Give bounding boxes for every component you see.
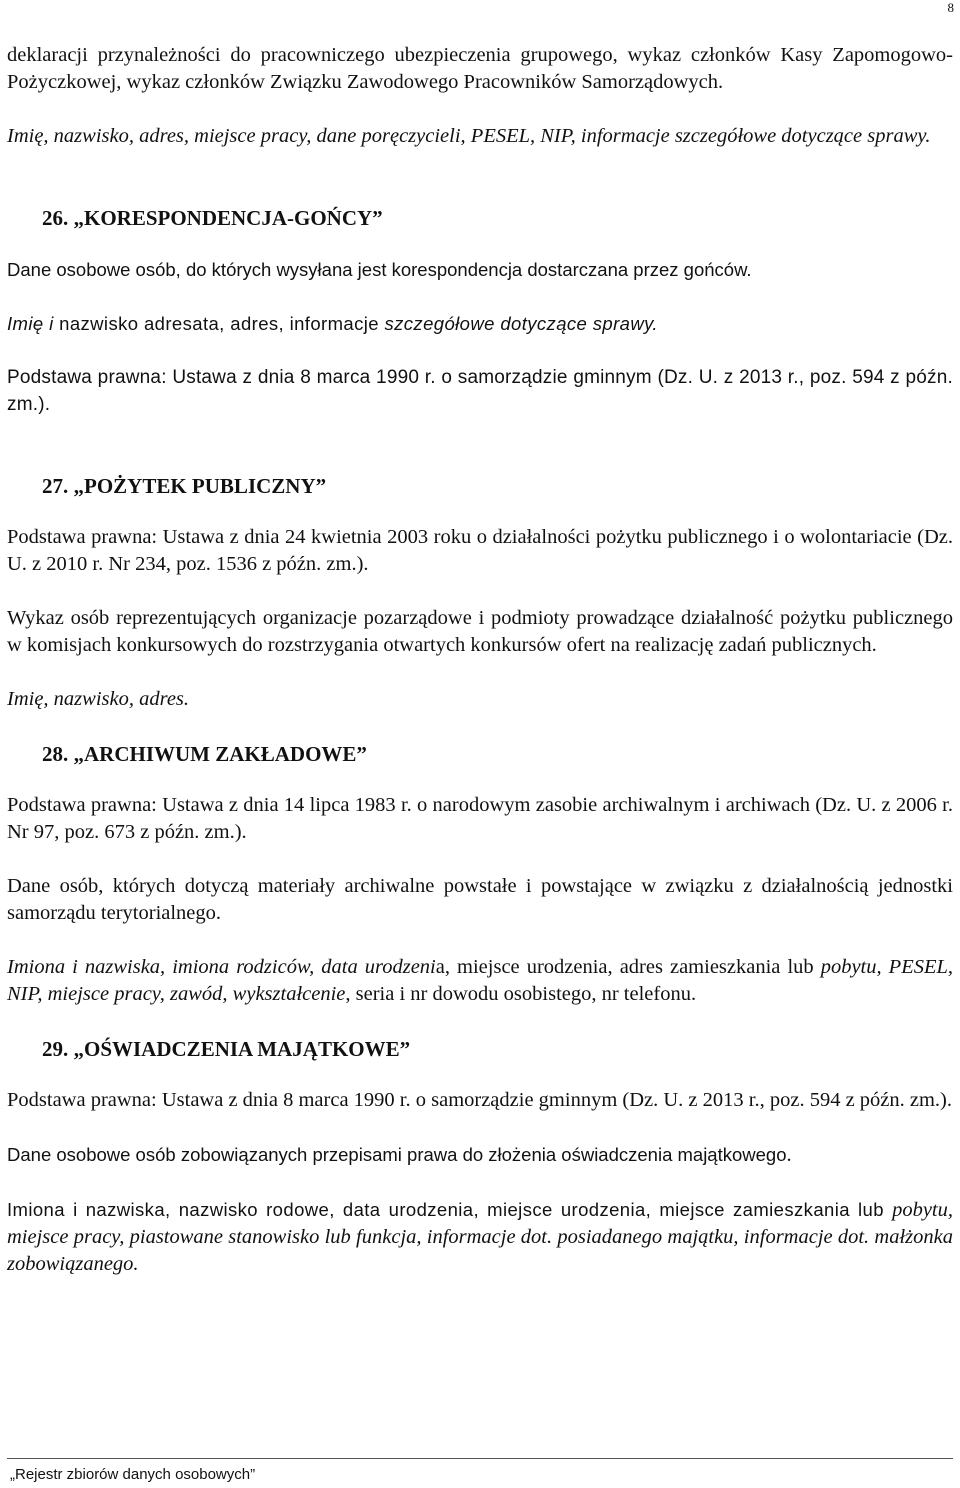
section-27-heading: 27. „POŻYTEK PUBLICZNY”: [42, 474, 327, 498]
intro-data-paragraph: [7, 123, 953, 150]
section-27-legal-basis: Podstawa prawna: Ustawa z dnia 24 kwietnia 2003 roku o działalności pożytku publicznego i o wolontariacie (Dz. U. z 2010 r. Nr 234, poz. 1536 z późn. zm.).: [7, 526, 953, 575]
section-29-description-text: Dane osobowe osób zobowiązanych przepisami prawa do złożenia oświadczenia majątkowego: [7, 1144, 787, 1165]
document-body: [7, 0, 953, 1278]
section-28-description: Dane osób, których dotyczą materiały archiwalne powstałe i powstające w związku z działalnością jednostki samorządu terytorialnego.: [7, 875, 953, 924]
footer-title: „Rejestr zbiorów danych osobowych”: [10, 1466, 256, 1483]
section-29-data-b: pobytu, miejsce pracy, piastowane stanowisko lub funkcja, informacje dot. posiadanego majątku, informacje dot. małżonka zobowiązanego.: [7, 1199, 953, 1275]
intro-paragraph: deklaracji przynależności do pracowniczego ubezpieczenia grupowego, wykaz członków Kasy Zapomogowo-Pożyczkowej, wykaz członków Związku Zawodowego Pracowników Samorządowych.: [7, 44, 953, 93]
section-29-heading: 29. „OŚWIADCZENIA MAJĄTKOWE”: [42, 1037, 411, 1061]
section-28-data-a: Imiona i nazwiska, imiona rodziców, data urodzeni: [7, 956, 436, 978]
section-29-legal-basis: Podstawa prawna: Ustawa z dnia 8 marca 1990 r. o samorządzie gminnym (Dz. U. z 2013 r., poz. 594 z późn. zm.).: [7, 1089, 953, 1111]
section-28-data-c: pobytu, PESEL, NIP, miejsce pracy, zawód, wykształcenie: [7, 956, 954, 1005]
section-26-description: Dane osobowe osób, do których wysyłana jest korespondencja dostarczana przez gońców.: [7, 259, 752, 280]
section-28-data-d: , seria i nr dowodu osobistego, nr telefonu.: [345, 983, 697, 1005]
page-number: 8: [947, 0, 954, 15]
section-29-data-a: Imiona i nazwiska, nazwisko rodowe, data urodzenia, miejsce urodzenia, miejsce zamieszkania lub: [7, 1199, 893, 1220]
section-28-legal-basis: Podstawa prawna: Ustawa z dnia 14 lipca 1983 r. o narodowym zasobie archiwalnym i archiwach (Dz. U. z 2006 r. Nr 97, poz. 673 z późn. zm.).: [7, 794, 953, 843]
intro-data-text: Imię, nazwisko, adres, miejsce pracy, dane poręczycieli, PESEL, NIP, informacje szczegółowe dotyczące sprawy.: [7, 125, 931, 147]
section-29-description: [7, 1141, 953, 1169]
section-27-data-text: Imię, nazwisko, adres.: [7, 688, 190, 710]
section-27-data: [7, 686, 953, 713]
section-26-data-b: nazwisko adresata, adres, informacje: [53, 313, 385, 334]
section-28-heading: 28. „ARCHIWUM ZAKŁADOWE”: [42, 742, 367, 766]
section-27-description: Wykaz osób reprezentujących organizacje pozarządowe i podmioty prowadzące działalność pożytku publicznego w komisjach konkursowych do rozstrzygania otwartych konkursów ofert na realizację zadań publicznych.: [7, 607, 953, 656]
section-26-heading: 26. „KORESPONDENCJA-GOŃCY”: [42, 206, 383, 230]
section-26-data-c: szczegółowe dotyczące sprawy.: [384, 313, 658, 334]
section-26-data-a: Imię i: [7, 313, 54, 334]
section-26-legal-basis: Podstawa prawna: Ustawa z dnia 8 marca 1990 r. o samorządzie gminnym (Dz. U. z 2013 r., poz. 594 z późn. zm.).: [7, 367, 953, 415]
section-29-data: [7, 1196, 953, 1278]
footer-divider: [7, 1458, 953, 1459]
section-26-data: [7, 310, 953, 337]
section-29-description-end: .: [786, 1144, 792, 1166]
section-28-data-b: a, miejsce urodzenia, adres zamieszkania lub: [435, 956, 821, 978]
section-28-data: [7, 954, 953, 1008]
